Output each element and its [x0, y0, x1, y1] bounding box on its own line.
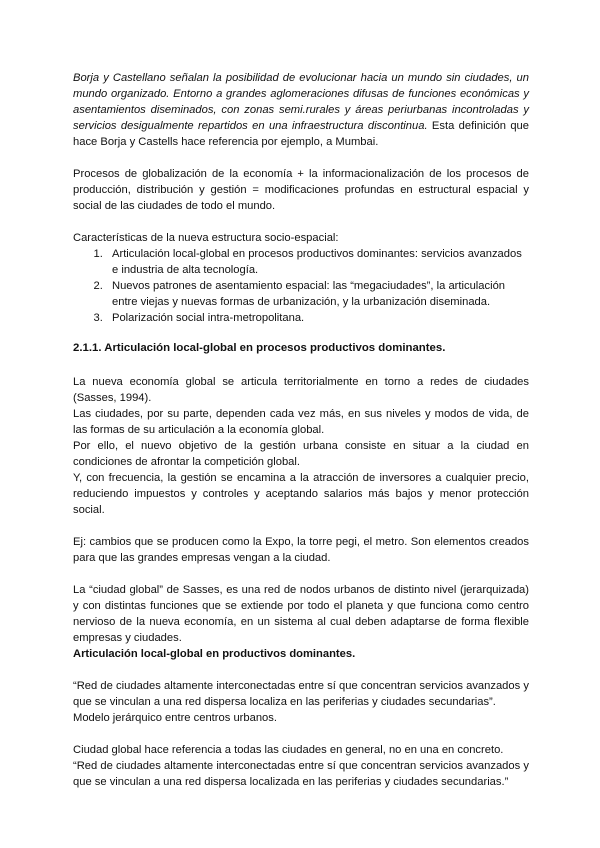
document-page — [73, 70, 529, 790]
section-paragraph: Por ello, el nuevo objetivo de la gestión urbana consiste en situar a la ciudad en condiciones de afrontar la competición global. — [73, 440, 529, 468]
modelo-paragraph: Modelo jerárquico entre centros urbanos. — [73, 712, 277, 724]
sub-heading: Articulación local-global en productivos dominantes. — [73, 648, 356, 660]
list-item: 1. Articulación local-global en procesos productivos dominantes: servicios avanzados e industria de alta tecnología. — [106, 246, 529, 278]
caracteristicas-list — [73, 246, 529, 326]
example-paragraph: Ej: cambios que se producen como la Expo, la torre pegi, el metro. Son elementos creados para que las grandes empresas vengan a la ciudad. — [73, 536, 529, 564]
caracteristicas-title: Características de la nueva estructura socio-espacial: — [73, 232, 339, 244]
list-item: 2. Nuevos patrones de asentamiento espacial: las “megaciudades”, la articulación entre viejas y nuevas formas de urbanización, y la urbanización diseminada. — [106, 278, 529, 310]
list-item: 3. Polarización social intra-metropolitana. — [106, 310, 529, 326]
intro-paragraph — [73, 70, 529, 150]
section-paragraph: Y, con frecuencia, la gestión se encamina a la atracción de inversores a cualquier precio, reduciendo impuestos y controles y aceptando salarios más bajos y menor protección social. — [73, 472, 529, 516]
ciudad-global-paragraph: La “ciudad global” de Sasses, es una red de nodos urbanos de distinto nivel (jerarquizada) y con distintas funciones que se extiende por todo el planeta y que funciona como centro nervioso de la nueva economía, en un sistema al cual deben adaptarse de forma flexible empresas y ciudades. — [73, 584, 529, 644]
red-quote-1: “Red de ciudades altamente interconectadas entre sí que concentran servicios avanzados y que se vinculan a una red dispersa localiza en las periferias y ciudades secundarias”. — [73, 680, 529, 708]
section-paragraph: Las ciudades, por su parte, dependen cada vez más, en sus niveles y modos de vida, de las formas de su articulación a la economía global. — [73, 408, 529, 436]
intro-italic-text: Borja y Castellano señalan la posibilidad de evolucionar hacia un mundo sin ciudades, un mundo organizado. Entorno a grandes aglomeraciones difusas de funciones económicas y asentamientos diseminados, con zonas semi.rurales y áreas periurbanas incontroladas y servicios desigualmente repartidos en una infraestructura discontinua. — [73, 72, 529, 132]
section-heading: 2.1.1. Articulación local-global en procesos productivos dominantes. — [73, 342, 446, 354]
section-paragraph: La nueva economía global se articula territorialmente en torno a redes de ciudades (Sasses, 1994). — [73, 376, 529, 404]
red-quote-2: “Red de ciudades altamente interconectadas entre sí que concentran servicios avanzados y que se vinculan a una red dispersa localizada en las periferias y ciudades secundarias.” — [73, 760, 529, 788]
intro-normal-text: Esta definición que hace Borja y Castells hace referencia por ejemplo, a Mumbai. — [73, 120, 529, 148]
procesos-paragraph: Procesos de globalización de la economía + la informacionalización de los procesos de producción, distribución y gestión = modificaciones profundas en estructural espacial y social de las ciudades de todo el mundo. — [73, 168, 529, 212]
ciudad-global-ref: Ciudad global hace referencia a todas las ciudades en general, no en una en concreto. — [73, 744, 504, 756]
